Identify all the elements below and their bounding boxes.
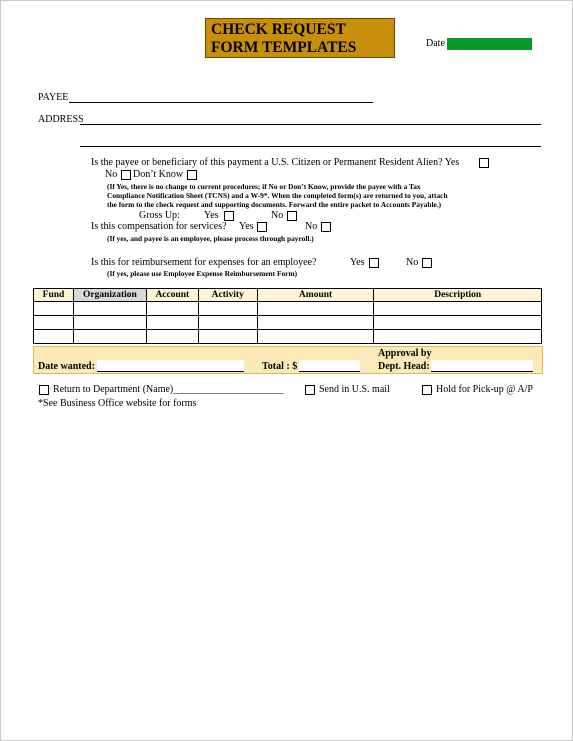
col-amount: Amount <box>257 289 374 302</box>
account-table <box>33 288 542 344</box>
table-header-row <box>34 289 542 302</box>
title-line-2: FORM TEMPLATES <box>211 39 357 56</box>
cell-input[interactable] <box>73 302 146 316</box>
cell-input[interactable] <box>198 330 257 344</box>
col-description: Description <box>374 289 542 302</box>
table-row <box>34 330 542 344</box>
services-no-label: No <box>305 221 318 232</box>
form-title <box>205 18 395 58</box>
approval-by-label: Approval by <box>378 348 432 359</box>
citizen-note-2: Compliance Notification Sheet (TCNS) and a W-9*. When the completed form(s) are returned to you, attach <box>107 191 448 200</box>
services-no-checkbox[interactable] <box>321 222 331 232</box>
cell-input[interactable] <box>146 302 198 316</box>
citizen-note-3: the form to the check request and supporting documents. Forward the entire packet to Accounts Payable.) <box>107 200 442 209</box>
citizen-dontknow-checkbox[interactable] <box>187 170 197 180</box>
table-row <box>34 316 542 330</box>
dept-head-label: Dept. Head: <box>378 361 430 372</box>
payee-field[interactable] <box>69 102 373 103</box>
total-field[interactable] <box>299 360 360 372</box>
col-organization: Organization <box>73 289 146 302</box>
cell-input[interactable] <box>73 316 146 330</box>
col-fund: Fund <box>34 289 74 302</box>
payee-label: PAYEE <box>38 92 69 103</box>
return-dept-checkbox[interactable] <box>39 385 49 395</box>
cell-input[interactable] <box>146 330 198 344</box>
reimb-yes-checkbox[interactable] <box>369 258 379 268</box>
date-wanted-label: Date wanted: <box>38 361 95 372</box>
title-line-1: CHECK REQUEST <box>211 21 346 38</box>
citizen-yes-checkbox[interactable] <box>479 158 489 168</box>
citizen-dontknow-label: Don’t Know <box>133 169 184 180</box>
cell-input[interactable] <box>374 302 542 316</box>
gross-up-yes-label: Yes <box>204 210 219 221</box>
cell-input[interactable] <box>257 316 374 330</box>
total-label: Total : $ <box>262 361 298 372</box>
cell-input[interactable] <box>374 330 542 344</box>
cell-input[interactable] <box>257 330 374 344</box>
return-dept-label: Return to Department (Name)______________________ <box>53 384 284 395</box>
cell-input[interactable] <box>34 316 74 330</box>
date-field[interactable] <box>447 38 532 50</box>
reimb-note: (If yes, please use Employee Expense Reimbursement Form) <box>107 269 298 278</box>
send-mail-checkbox[interactable] <box>305 385 315 395</box>
gross-up-yes-checkbox[interactable] <box>224 211 234 221</box>
hold-pickup-label: Hold for Pick-up @ A/P <box>436 384 533 395</box>
services-question: Is this compensation for services? <box>91 221 227 232</box>
gross-up-label: Gross Up: <box>139 210 180 221</box>
send-mail-label: Send in U.S. mail <box>319 384 390 395</box>
cell-input[interactable] <box>146 316 198 330</box>
cell-input[interactable] <box>73 330 146 344</box>
cell-input[interactable] <box>198 316 257 330</box>
reimb-no-checkbox[interactable] <box>422 258 432 268</box>
table-row <box>34 302 542 316</box>
services-yes-checkbox[interactable] <box>257 222 267 232</box>
dept-head-field[interactable] <box>431 360 533 372</box>
gross-up-no-label: No <box>271 210 284 221</box>
citizen-no-label: No <box>105 169 118 180</box>
cell-input[interactable] <box>374 316 542 330</box>
col-activity: Activity <box>198 289 257 302</box>
reimb-no-label: No <box>406 257 419 268</box>
services-note: (If yes, and payee is an employee, please process through payroll.) <box>107 234 314 243</box>
date-label: Date <box>426 38 445 49</box>
cell-input[interactable] <box>34 330 74 344</box>
reimb-yes-label: Yes <box>350 257 365 268</box>
address-field-line-1[interactable] <box>80 124 541 125</box>
see-office-note: *See Business Office website for forms <box>38 398 197 409</box>
hold-pickup-checkbox[interactable] <box>422 385 432 395</box>
citizen-no-checkbox[interactable] <box>121 170 131 180</box>
col-account: Account <box>146 289 198 302</box>
citizen-question <box>91 157 459 168</box>
date-wanted-field[interactable] <box>97 360 244 372</box>
gross-up-no-checkbox[interactable] <box>287 211 297 221</box>
cell-input[interactable] <box>257 302 374 316</box>
cell-input[interactable] <box>198 302 257 316</box>
address-label: ADDRESS <box>38 114 84 125</box>
services-yes-label: Yes <box>239 221 254 232</box>
cell-input[interactable] <box>34 302 74 316</box>
citizen-yes-label: Yes <box>444 157 460 168</box>
reimb-question: Is this for reimbursement for expenses for an employee? <box>91 257 317 268</box>
citizen-note-1: (If Yes, there is no change to current procedures; if No or Don’t Know, provide the payee with a Tax <box>107 182 421 191</box>
citizen-question-text: Is the payee or beneficiary of this payment a U.S. Citizen or Permanent Resident Alien? <box>91 157 443 168</box>
address-field-line-2[interactable] <box>80 146 541 147</box>
